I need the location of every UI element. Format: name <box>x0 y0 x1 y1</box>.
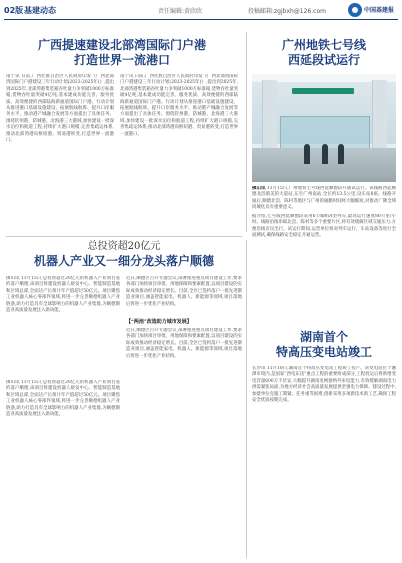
logo-name: 中国基建报 <box>364 7 395 14</box>
metro-caption <box>252 186 396 212</box>
section-rule <box>6 236 242 237</box>
guangxi-headline-line1: 广西提速建设北部湾国际门户港 <box>37 38 206 52</box>
machines-body-col1: 佛山讯 11月15日,总投资超过20亿元的机器人产业项目签约落户顺德,该项目将建设机器人研发中心、智能制造基地和区域总部,全面达产后预计年产值超过50亿元。项目聚焦工业机器人核心零部件领域,将进一步完善顺德机器人产业链条,助力打造具有全球影响力的机器人产业集群,为顺德制造业高质量发展注入新动能。 <box>6 276 120 314</box>
column-divider-lower <box>246 240 247 558</box>
machines-body-col2: 近日,顺德区召开专题会议,部署推进重点项目建设工作,要求各部门加快项目审批、用地保障和要素配置,以项目建设的实际成效推动经济稳定增长。目前,全区已签约落户一批先进制造业项目,涵盖智能家电、机器人、新能源等领域,项目落地后将进一步优化产业结构。 <box>126 276 242 307</box>
station-sign <box>292 88 354 94</box>
metro-headline <box>252 38 396 68</box>
substation-body: 长沙讯 11月10日,湖南首个特高压变电站工程竣工投产。该变电站位于湘潭市境内,是国家“西电东送”重点工程的重要组成部分,工程投运后将新增变电容量600万千伏安,大幅提升湖南电网接纳外来电能力,有效缓解湖南电力供需紧张局面,为地方经济社会高质量发展提供坚强电力保障。建设过程中,参建单位克服工期紧、任务重等困难,创新采用多项新技术新工艺,确保工程安全优质按期完成。 <box>252 366 396 404</box>
machines-headline: 机器人产业又一细分龙头落户顺德 <box>33 254 214 268</box>
header-rule <box>4 19 398 20</box>
newspaper-logo <box>348 2 398 20</box>
substation-headline-line2: 特高压变电站竣工 <box>275 345 372 359</box>
guangxi-headline-line2: 打造世界一流港口 <box>73 53 170 67</box>
metro-headline-line2: 西延段试运行 <box>287 53 360 67</box>
submission-email: 投稿邮箱:zgjbxh@126.com <box>248 8 326 15</box>
machines-body-col2b: 近日,顺德区召开专题会议,部署推进重点项目建设工作,要求各部门加快项目审批、用地保障和要素配置,以项目建设的实际成效推动经济稳定增长。目前,全区已签约落户一批先进制造业项目,涵盖智能家电、机器人、新能源等领域,项目落地后将进一步优化产业结构。 <box>126 328 242 359</box>
machines-kicker: 总投资超20亿元 <box>87 241 161 252</box>
machines-body-col1b: 佛山讯 11月15日,总投资超过20亿元的机器人产业项目签约落户顺德,该项目将建设机器人研发中心、智能制造基地和区域总部,全面达产后预计年产值超过50亿元。项目聚焦工业机器人核心零部件领域,将进一步完善顺德机器人产业链条,助力打造具有全球影响力的机器人产业集群,为顺德制造业高质量发展注入新动能。 <box>6 380 120 418</box>
metro-headline-line1: 广州地铁七号线 <box>281 38 366 52</box>
page-header <box>0 0 402 24</box>
metro-station-photo <box>252 74 396 182</box>
metro-body: 据介绍,七号线西延顺德段采用6节编组A型列车,最高运行速度80公里/小时。线路沿线串联北滘、陈村等多个重要片区,将有效缓解区域交通压力,方便沿线市民出行。试运行期间,运营单位将对列车运行、车站设备等进行全面测试,确保线路安全稳定开通运营。 <box>252 214 396 239</box>
metro-caption-lead: 佛山讯 <box>252 186 266 191</box>
page-number: 02版 <box>4 6 24 15</box>
logo-icon <box>348 3 362 17</box>
substation-headline <box>252 330 396 360</box>
column-divider <box>246 32 247 232</box>
guangxi-body-col2-text: 南宁讯 日前,广西壮族自治区人民政府印发《广西北部湾国际门户港建设三年行动计划(2023-2025年)》,提出到2025年,北部湾港集装箱吞吐量力争突破1000万标准箱,货物吞吐量突破4亿吨,基本建成功能完善、服务优质、高效便捷的西部陆海新通道国际门户港。行动计划从推进港口基础设施建设、拓展航线航班、提升口岸服务水平、推动港产城融合发展等方面提出了具体任务。围绕钦州港、防城港、北海港三大港域,加快建设一批深水泊位和航道工程,持续扩大港口规模,完善集疏运体系,推动北部湾港向枢纽港、贸易港转变,打造世界一流港口。 <box>120 74 238 137</box>
metro-caption-text: 11月15日,广州地铁七号线西延顺德段开通试运行。该线路西起顺德北滘镇美的大道站,东至广州南站,全长约13.5公里,设车站8座。线路开通后,顺德北滘、陈村等地区与广州的通勤时间将大幅缩短,对推动广佛全域同城化具有重要意义。 <box>252 186 396 211</box>
guangxi-body-col1: 南宁讯 日前,广西壮族自治区人民政府印发《广西北部湾国际门户港建设三年行动计划(2023-2025年)》,提出到2025年,北部湾港集装箱吞吐量力争突破1000万标准箱,货物吞吐量突破4亿吨,基本建成功能完善、服务优质、高效便捷的西部陆海新通道国际门户港。行动计划从推进港口基础设施建设、拓展航线航班、提升口岸服务水平、推动港产城融合发展等方面提出了具体任务。围绕钦州港、防城港、北海港三大港域,加快建设一批深水泊位和航道工程,持续扩大港口规模,完善集疏运体系,推动北部湾港向枢纽港、贸易港转变,打造世界一流港口。 <box>6 74 114 144</box>
substation-headline-line1: 湖南首个 <box>299 330 348 344</box>
editor-credit: 责任编辑:黄欣欣 <box>158 8 203 15</box>
machines-subhead: 【“两池”改造助力城市发展】 <box>126 319 192 325</box>
guangxi-headline <box>6 38 238 68</box>
guangxi-body-col2 <box>120 74 238 234</box>
section-name: 基建动态 <box>24 6 56 15</box>
